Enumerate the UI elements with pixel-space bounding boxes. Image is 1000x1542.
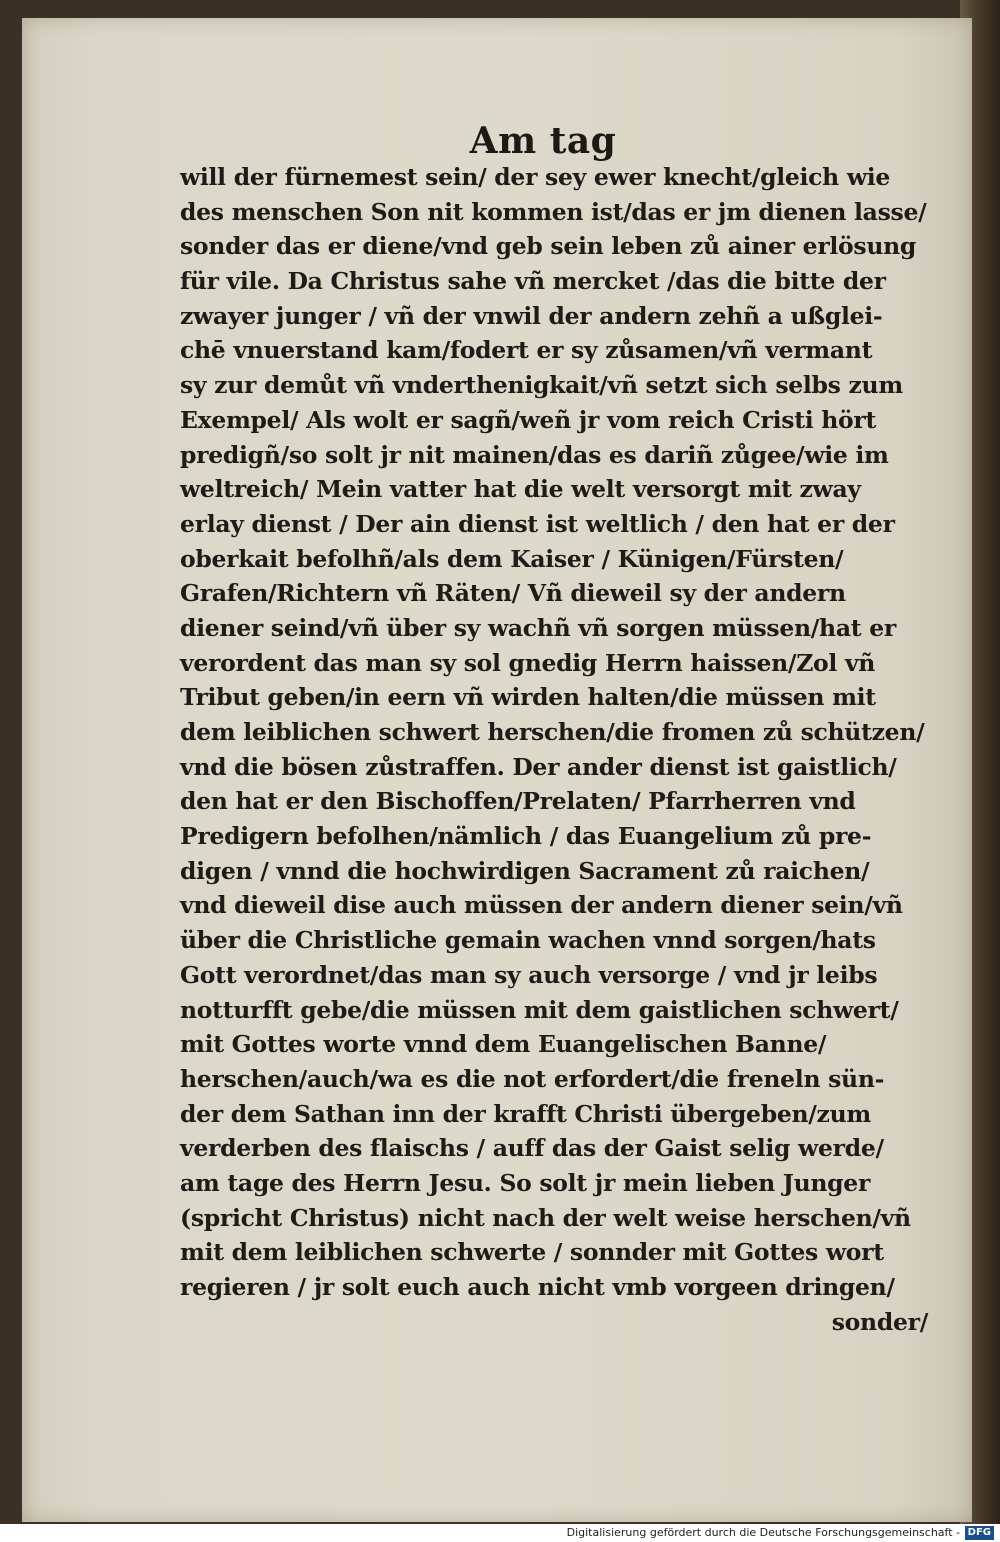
text-line: Gott verordnet/das man sy auch versorge / vnd jr leibs [180,960,878,989]
text-line: weltreich/ Mein vatter hat die welt versorgt mit zway [180,475,861,504]
text-line: dem leiblichen schwert herschen/die fromen zů schützen/ [180,718,925,746]
text-line: digen / vnnd die hochwirdigen Sacrament zů raichen/ [180,856,870,885]
text-line: will der fürnemest sein/ der sey ewer knecht/gleich wie [180,163,891,191]
text-line: regieren / jr solt euch auch nicht vmb vorgeen dringen/ [180,1273,895,1301]
catchword: sonder/ [831,1307,928,1336]
text-line: vnd dieweil dise auch müssen der andern diener sein/vñ [180,891,903,920]
text-line: diener seind/vñ über sy wachñ vñ sorgen müssen/hat er [180,613,896,642]
text-line: sonder das er diene/vnd geb sein leben zů ainer erlösung [180,232,917,261]
body-text [180,160,950,1339]
text-line: vnd die bösen zůstraffen. Der ander dienst ist gaistlich/ [180,752,897,781]
text-line: über die Christliche gemain wachen vnnd sorgen/hats [180,926,876,955]
text-line: predigñ/so solt jr nit mainen/das es dariñ zůgee/wie im [180,440,889,469]
text-line: den hat er den Bischoffen/Prelaten/ Pfarrherren vnd [180,787,856,816]
text-line: mit dem leiblichen schwerte / sonnder mit Gottes wort [180,1238,884,1267]
text-line: der dem Sathan inn der krafft Christi übergeben/zum [180,1099,871,1128]
text-line: sy zur demůt vñ vnderthenigkait/vñ setzt sich selbs zum [180,371,903,400]
running-head: Am tag [469,120,617,162]
text-line: Predigern befolhen/nämlich / das Euangelium zů pre- [180,822,872,851]
text-line: des menschen Son nit kommen ist/das er jm dienen lasse/ [180,197,927,226]
text-line: notturfft gebe/die müssen mit dem gaistlichen schwert/ [180,995,899,1024]
text-line: am tage des Herrn Jesu. So solt jr mein lieben Junger [180,1168,871,1197]
text-line: mit Gottes worte vnnd dem Euangelischen Banne/ [180,1030,827,1059]
text-line: erlay dienst / Der ain dienst ist weltlich / den hat er der [180,509,895,538]
dfg-logo[interactable]: DFG [965,1526,994,1540]
text-line: herschen/auch/wa es die not erfordert/die freneln sün- [180,1064,885,1093]
text-line: verderben des flaischs / auff das der Gaist selig werde/ [180,1134,884,1163]
footer-bar [0,1524,1000,1542]
text-line: verordent das man sy sol gnedig Herrn haissen/Zol vñ [180,648,876,677]
text-line: für vile. Da Christus sahe vñ mercket /das die bitte der [180,267,886,296]
text-line: oberkait befolhñ/als dem Kaiser / Künigen/Fürsten/ [180,544,844,573]
text-line: Tribut geben/in eern vñ wirden halten/die müssen mit [180,683,876,712]
text-line: Exempel/ Als wolt er sagñ/weñ jr vom reich Cristi hört [180,405,877,434]
text-line: (spricht Christus) nicht nach der welt weise herschen/vñ [180,1203,911,1232]
funding-credit: Digitalisierung gefördert durch die Deutsche Forschungsgemeinschaft - [566,1526,960,1539]
text-line: zwayer junger / vñ der vnwil der andern zehñ a ußglei- [180,301,883,330]
text-line: chē vnuerstand kam/fodert er sy zůsamen/vñ vermant [180,336,873,365]
text-line: Grafen/Richtern vñ Räten/ Vñ dieweil sy der andern [180,579,846,608]
